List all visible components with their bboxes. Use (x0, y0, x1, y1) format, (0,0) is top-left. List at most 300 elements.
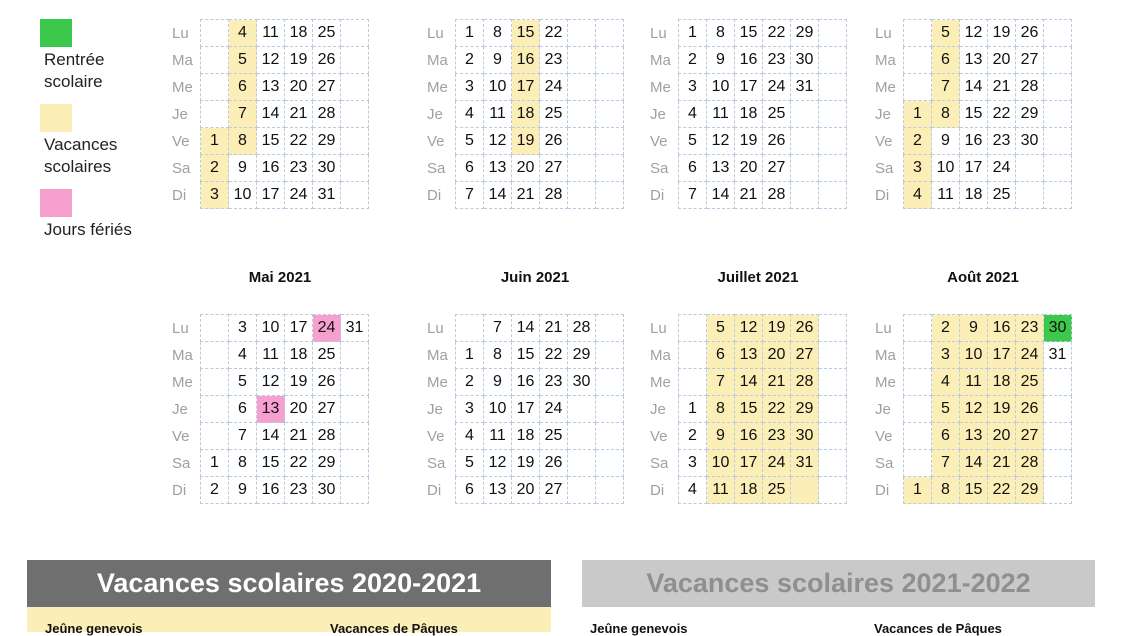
day-cell: 25 (1016, 369, 1044, 396)
day-cell: 5 (229, 369, 257, 396)
empty-cell (904, 423, 932, 450)
weekday-label: Ve (427, 427, 445, 445)
day-cell: 24 (540, 74, 568, 101)
month-grid (648, 19, 847, 209)
day-cell: 7 (932, 74, 960, 101)
day-cell: 24 (313, 315, 341, 342)
day-cell: 27 (540, 155, 568, 182)
empty-cell (341, 74, 369, 101)
empty-cell (819, 396, 847, 423)
day-cell: 6 (707, 342, 735, 369)
day-cell: 29 (313, 450, 341, 477)
day-cell: 2 (679, 47, 707, 74)
day-cell: 28 (313, 423, 341, 450)
weekday-label: Me (427, 78, 448, 96)
day-cell: 24 (1016, 342, 1044, 369)
day-cell: 28 (1016, 450, 1044, 477)
banner-title: Vacances scolaires 2020-2021 (96, 568, 482, 598)
strip-2020-2021 (27, 607, 551, 636)
day-cell: 23 (763, 423, 791, 450)
empty-cell (819, 20, 847, 47)
month-grid (170, 314, 369, 504)
empty-cell (568, 74, 596, 101)
day-cell: 13 (707, 155, 735, 182)
day-cell: 22 (285, 450, 313, 477)
day-cell: 7 (484, 315, 512, 342)
day-cell: 11 (484, 423, 512, 450)
day-cell: 25 (313, 20, 341, 47)
weekday-label: Sa (172, 454, 191, 472)
empty-cell (596, 315, 624, 342)
day-cell: 31 (791, 450, 819, 477)
weekday-label: Ma (427, 346, 448, 364)
day-cell: 30 (1044, 315, 1072, 342)
month-grid (648, 314, 847, 504)
day-cell: 3 (456, 74, 484, 101)
day-cell: 20 (285, 396, 313, 423)
day-cell: 11 (707, 477, 735, 504)
weekday-label: Ma (650, 51, 671, 69)
day-cell: 4 (456, 423, 484, 450)
empty-cell (1044, 369, 1072, 396)
day-cell: 6 (229, 74, 257, 101)
weekday-label: Me (650, 373, 671, 391)
day-cell: 10 (484, 396, 512, 423)
month-grid (873, 19, 1072, 209)
empty-cell (568, 128, 596, 155)
day-cell: 16 (960, 128, 988, 155)
empty-cell (904, 47, 932, 74)
day-cell: 2 (456, 369, 484, 396)
weekday-label: Lu (650, 24, 667, 42)
day-cell: 26 (540, 450, 568, 477)
day-cell: 2 (201, 477, 229, 504)
weekday-label: Ma (650, 346, 671, 364)
day-cell: 20 (735, 155, 763, 182)
weekday-label: Di (650, 481, 665, 499)
day-cell: 2 (679, 423, 707, 450)
weekday-label: Lu (172, 319, 189, 337)
weekday-label: Sa (172, 159, 191, 177)
weekday-label: Je (172, 105, 188, 123)
day-cell: 15 (735, 20, 763, 47)
day-cell: 8 (707, 396, 735, 423)
weekday-label: Di (172, 186, 187, 204)
empty-cell (819, 47, 847, 74)
day-cell: 23 (540, 47, 568, 74)
day-cell: 9 (707, 423, 735, 450)
strip-right: Vacances de Pâques (330, 621, 458, 636)
day-cell: 21 (988, 450, 1016, 477)
day-cell: 14 (257, 101, 285, 128)
empty-cell (596, 155, 624, 182)
weekday-label: Ma (427, 51, 448, 69)
day-cell: 29 (313, 128, 341, 155)
weekday-label: Je (875, 105, 891, 123)
day-cell: 24 (988, 155, 1016, 182)
weekday-label: Me (427, 373, 448, 391)
day-cell: 28 (313, 101, 341, 128)
day-cell: 4 (679, 477, 707, 504)
empty-cell (596, 369, 624, 396)
day-cell: 1 (201, 128, 229, 155)
empty-cell (1044, 74, 1072, 101)
day-cell: 22 (763, 396, 791, 423)
empty-cell (819, 423, 847, 450)
day-cell: 27 (313, 74, 341, 101)
day-cell: 23 (285, 477, 313, 504)
day-cell: 26 (791, 315, 819, 342)
day-cell: 11 (257, 342, 285, 369)
banner-2021-2022 (582, 560, 1095, 607)
day-cell: 7 (456, 182, 484, 209)
weekday-label: Me (875, 78, 896, 96)
day-cell: 21 (763, 369, 791, 396)
weekday-label: Di (427, 186, 442, 204)
day-cell: 18 (735, 477, 763, 504)
day-cell: 3 (201, 182, 229, 209)
weekday-label: Me (650, 78, 671, 96)
weekday-label: Je (172, 400, 188, 418)
day-cell: 5 (456, 128, 484, 155)
empty-cell (596, 423, 624, 450)
weekday-label: Ma (172, 346, 193, 364)
day-cell: 27 (1016, 47, 1044, 74)
weekday-label: Ve (650, 427, 668, 445)
day-cell: 3 (229, 315, 257, 342)
day-cell: 9 (707, 47, 735, 74)
day-cell: 24 (763, 74, 791, 101)
day-cell: 10 (229, 182, 257, 209)
day-cell: 12 (257, 369, 285, 396)
day-cell: 22 (988, 477, 1016, 504)
legend-label-feries: Jours fériés (44, 220, 132, 239)
strip-right: Vacances de Pâques (874, 621, 1002, 636)
weekday-label: Je (650, 105, 666, 123)
day-cell: 19 (763, 315, 791, 342)
day-cell: 17 (257, 182, 285, 209)
day-cell: 6 (932, 423, 960, 450)
month-title: Août 2021 (947, 269, 1019, 286)
weekday-label: Sa (650, 159, 669, 177)
empty-cell (904, 342, 932, 369)
empty-cell (819, 369, 847, 396)
day-cell: 21 (512, 182, 540, 209)
weekday-label: Di (875, 186, 890, 204)
day-cell: 14 (960, 450, 988, 477)
day-cell: 7 (679, 182, 707, 209)
weekday-label: Sa (427, 159, 446, 177)
day-cell: 9 (932, 128, 960, 155)
day-cell: 26 (1016, 20, 1044, 47)
empty-cell (1044, 477, 1072, 504)
empty-cell (568, 155, 596, 182)
empty-cell (201, 315, 229, 342)
weekday-label: Di (427, 481, 442, 499)
strip-left: Jeûne genevois (45, 621, 143, 636)
empty-cell (904, 369, 932, 396)
day-cell: 14 (512, 315, 540, 342)
weekday-label: Me (875, 373, 896, 391)
empty-cell (201, 396, 229, 423)
day-cell: 12 (707, 128, 735, 155)
empty-cell (341, 342, 369, 369)
empty-cell (791, 101, 819, 128)
day-cell: 18 (988, 369, 1016, 396)
empty-cell (568, 396, 596, 423)
day-cell: 6 (456, 155, 484, 182)
day-cell: 8 (229, 450, 257, 477)
empty-cell (201, 101, 229, 128)
day-cell: 1 (679, 396, 707, 423)
banner-title: Vacances scolaires 2021-2022 (646, 568, 1031, 598)
day-cell: 22 (988, 101, 1016, 128)
empty-cell (1044, 182, 1072, 209)
day-cell: 8 (229, 128, 257, 155)
month-title: Juin 2021 (500, 269, 570, 286)
empty-cell (341, 182, 369, 209)
day-cell: 17 (988, 342, 1016, 369)
empty-cell (1044, 128, 1072, 155)
day-cell: 28 (1016, 74, 1044, 101)
day-cell: 2 (456, 47, 484, 74)
day-cell: 19 (988, 396, 1016, 423)
empty-cell (904, 20, 932, 47)
day-cell: 14 (707, 182, 735, 209)
day-cell: 6 (456, 477, 484, 504)
day-cell: 29 (1016, 101, 1044, 128)
empty-cell (341, 396, 369, 423)
day-cell: 11 (484, 101, 512, 128)
empty-cell (596, 47, 624, 74)
empty-cell (341, 155, 369, 182)
day-cell: 1 (456, 342, 484, 369)
day-cell: 22 (285, 128, 313, 155)
empty-cell (568, 182, 596, 209)
day-cell: 17 (285, 315, 313, 342)
weekday-label: Di (172, 481, 187, 499)
day-cell: 23 (763, 47, 791, 74)
empty-cell (201, 20, 229, 47)
day-cell: 1 (679, 20, 707, 47)
day-cell: 16 (988, 315, 1016, 342)
day-cell: 12 (735, 315, 763, 342)
day-cell: 26 (313, 369, 341, 396)
weekday-label: Di (875, 481, 890, 499)
empty-cell (341, 369, 369, 396)
day-cell: 26 (313, 47, 341, 74)
day-cell: 3 (932, 342, 960, 369)
empty-cell (819, 477, 847, 504)
empty-cell (596, 20, 624, 47)
empty-cell (201, 369, 229, 396)
day-cell: 23 (988, 128, 1016, 155)
day-cell: 3 (679, 74, 707, 101)
day-cell: 9 (484, 47, 512, 74)
day-cell: 16 (735, 47, 763, 74)
day-cell: 17 (960, 155, 988, 182)
day-cell: 13 (484, 155, 512, 182)
day-cell: 27 (313, 396, 341, 423)
day-cell: 27 (1016, 423, 1044, 450)
empty-cell (341, 128, 369, 155)
weekday-label: Ma (875, 51, 896, 69)
day-cell: 18 (735, 101, 763, 128)
empty-cell (679, 369, 707, 396)
empty-cell (1016, 155, 1044, 182)
day-cell: 2 (932, 315, 960, 342)
weekday-label: Ma (172, 51, 193, 69)
month-grid (873, 314, 1072, 504)
empty-cell (568, 20, 596, 47)
empty-cell (596, 128, 624, 155)
empty-cell (819, 450, 847, 477)
empty-cell (791, 155, 819, 182)
weekday-label: Ve (427, 132, 445, 150)
day-cell: 16 (512, 369, 540, 396)
empty-cell (904, 315, 932, 342)
legend-swatch-feries (40, 189, 72, 217)
day-cell: 2 (201, 155, 229, 182)
day-cell: 15 (735, 396, 763, 423)
day-cell: 19 (988, 20, 1016, 47)
day-cell: 19 (735, 128, 763, 155)
day-cell: 1 (201, 450, 229, 477)
month-grid (425, 19, 624, 209)
day-cell: 29 (791, 396, 819, 423)
day-cell: 21 (285, 423, 313, 450)
legend-label-vacances: Vacances scolaires (44, 135, 118, 176)
day-cell: 22 (540, 20, 568, 47)
day-cell: 25 (313, 342, 341, 369)
day-cell: 25 (540, 423, 568, 450)
weekday-label: Je (875, 400, 891, 418)
legend-swatch-rentree (40, 19, 72, 47)
empty-cell (568, 477, 596, 504)
weekday-label: Lu (650, 319, 667, 337)
day-cell: 31 (341, 315, 369, 342)
day-cell: 9 (229, 477, 257, 504)
day-cell: 27 (791, 342, 819, 369)
day-cell: 23 (285, 155, 313, 182)
day-cell: 5 (932, 396, 960, 423)
day-cell: 26 (763, 128, 791, 155)
day-cell: 11 (960, 369, 988, 396)
day-cell: 14 (735, 369, 763, 396)
empty-cell (679, 315, 707, 342)
day-cell: 30 (313, 477, 341, 504)
empty-cell (791, 477, 819, 504)
day-cell: 19 (512, 450, 540, 477)
empty-cell (456, 315, 484, 342)
day-cell: 8 (932, 101, 960, 128)
empty-cell (596, 477, 624, 504)
empty-cell (596, 182, 624, 209)
empty-cell (568, 423, 596, 450)
day-cell: 5 (229, 47, 257, 74)
day-cell: 19 (285, 47, 313, 74)
day-cell: 5 (456, 450, 484, 477)
day-cell: 4 (679, 101, 707, 128)
empty-cell (819, 342, 847, 369)
empty-cell (904, 74, 932, 101)
day-cell: 20 (285, 74, 313, 101)
day-cell: 22 (540, 342, 568, 369)
empty-cell (904, 396, 932, 423)
empty-cell (341, 47, 369, 74)
empty-cell (341, 20, 369, 47)
day-cell: 5 (932, 20, 960, 47)
day-cell: 12 (484, 128, 512, 155)
day-cell: 12 (960, 396, 988, 423)
day-cell: 7 (707, 369, 735, 396)
weekday-label: Sa (875, 454, 894, 472)
empty-cell (201, 74, 229, 101)
day-cell: 10 (932, 155, 960, 182)
month-title: Mai 2021 (248, 269, 312, 286)
empty-cell (1044, 450, 1072, 477)
empty-cell (1044, 20, 1072, 47)
empty-cell (1044, 155, 1072, 182)
day-cell: 15 (512, 342, 540, 369)
empty-cell (201, 423, 229, 450)
day-cell: 13 (257, 396, 285, 423)
day-cell: 30 (1016, 128, 1044, 155)
day-cell: 10 (484, 74, 512, 101)
day-cell: 19 (285, 369, 313, 396)
empty-cell (819, 74, 847, 101)
day-cell: 4 (229, 342, 257, 369)
day-cell: 12 (257, 47, 285, 74)
empty-cell (341, 477, 369, 504)
day-cell: 18 (285, 342, 313, 369)
empty-cell (596, 342, 624, 369)
empty-cell (341, 101, 369, 128)
day-cell: 28 (540, 182, 568, 209)
day-cell: 28 (763, 182, 791, 209)
day-cell: 21 (285, 101, 313, 128)
weekday-label: Lu (875, 319, 892, 337)
day-cell: 3 (904, 155, 932, 182)
day-cell: 30 (791, 47, 819, 74)
day-cell: 7 (932, 450, 960, 477)
day-cell: 16 (257, 155, 285, 182)
month-grid (425, 314, 624, 504)
day-cell: 30 (313, 155, 341, 182)
weekday-label: Sa (427, 454, 446, 472)
day-cell: 4 (932, 369, 960, 396)
empty-cell (819, 315, 847, 342)
empty-cell (341, 450, 369, 477)
day-cell: 13 (960, 423, 988, 450)
empty-cell (819, 128, 847, 155)
month-grid (170, 19, 369, 209)
day-cell: 18 (512, 423, 540, 450)
day-cell: 18 (512, 101, 540, 128)
day-cell: 20 (763, 342, 791, 369)
weekday-label: Ve (172, 427, 190, 445)
day-cell: 28 (791, 369, 819, 396)
day-cell: 3 (456, 396, 484, 423)
day-cell: 17 (512, 74, 540, 101)
day-cell: 30 (568, 369, 596, 396)
day-cell: 8 (484, 20, 512, 47)
weekday-label: Ve (875, 132, 893, 150)
empty-cell (791, 182, 819, 209)
day-cell: 9 (484, 369, 512, 396)
day-cell: 15 (257, 450, 285, 477)
day-cell: 8 (932, 477, 960, 504)
